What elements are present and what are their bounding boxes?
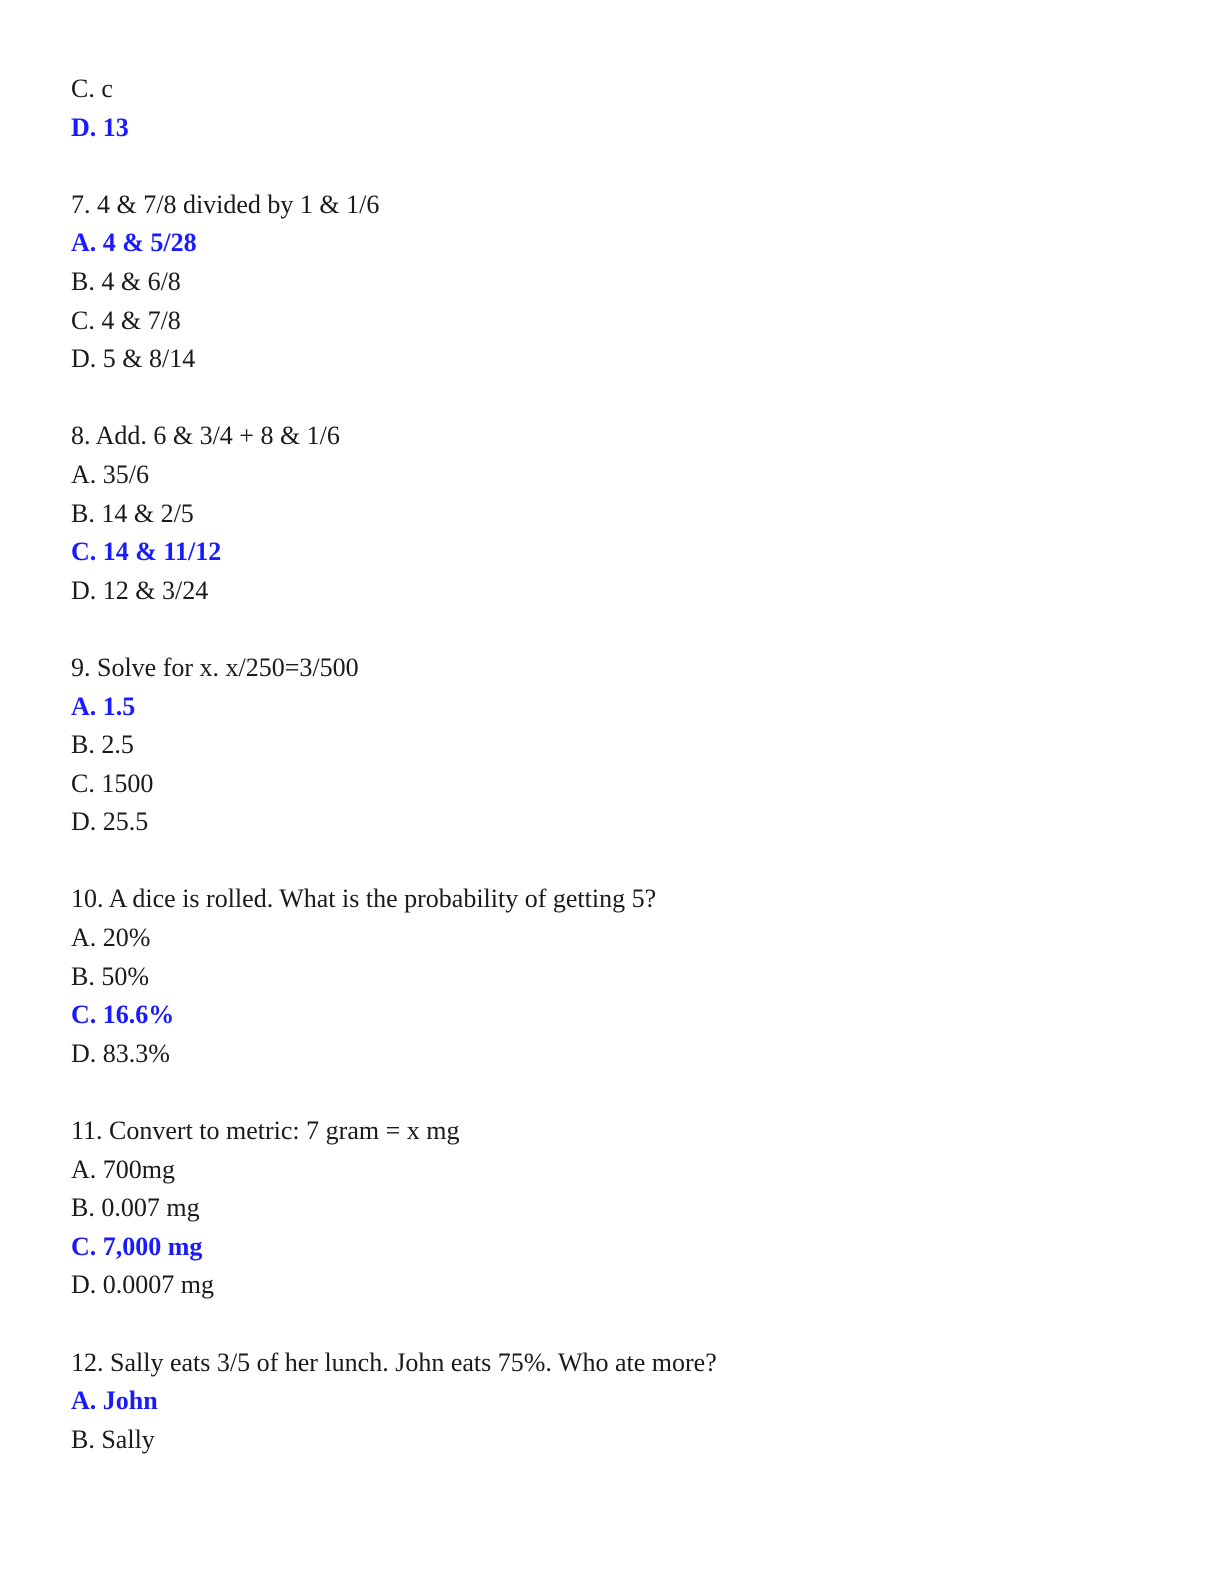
option-c: C. 1500 [71,768,154,798]
question-8 [71,417,1151,610]
option-c-correct: C. 14 & 11/12 [71,537,222,567]
option-a-correct: A. 1.5 [71,691,136,721]
option-b: B. 50% [71,961,149,991]
option-b: B. 4 & 6/8 [71,266,181,296]
spacer [71,379,1151,418]
question-11 [71,1112,1151,1305]
option-b: B. 14 & 2/5 [71,498,194,528]
question-prompt: 7. 4 & 7/8 divided by 1 & 1/6 [71,189,380,219]
quiz-page [71,70,1151,1459]
option-d-correct: D. 13 [71,112,129,142]
spacer [71,147,1151,186]
option-c: C. c [71,74,113,103]
question-prompt: 9. Solve for x. x/250=3/500 [71,652,359,682]
spacer [71,1073,1151,1112]
question-6-continuation [71,70,1151,147]
spacer [71,842,1151,881]
option-b: B. 0.007 mg [71,1193,200,1223]
question-12 [71,1344,1151,1460]
option-a-correct: A. John [71,1386,158,1416]
spacer [71,610,1151,649]
option-b: B. Sally [71,1424,155,1454]
question-9 [71,649,1151,842]
question-10 [71,880,1151,1073]
option-a: A. 35/6 [71,459,149,489]
question-7 [71,186,1151,379]
question-prompt: 12. Sally eats 3/5 of her lunch. John eats 75%. Who ate more? [71,1347,717,1377]
option-a: A. 20% [71,923,151,953]
question-prompt: 8. Add. 6 & 3/4 + 8 & 1/6 [71,421,340,451]
question-prompt: 10. A dice is rolled. What is the probability of getting 5? [71,884,657,914]
option-d: D. 83.3% [71,1038,170,1068]
option-a-correct: A. 4 & 5/28 [71,228,197,258]
option-b: B. 2.5 [71,730,134,760]
option-a: A. 700mg [71,1154,175,1184]
option-d: D. 0.0007 mg [71,1270,214,1300]
question-prompt: 11. Convert to metric: 7 gram = x mg [71,1116,460,1146]
option-c: C. 4 & 7/8 [71,305,181,335]
option-c-correct: C. 16.6% [71,1000,175,1030]
option-d: D. 12 & 3/24 [71,575,209,605]
option-d: D. 5 & 8/14 [71,344,196,374]
option-c-correct: C. 7,000 mg [71,1231,203,1261]
spacer [71,1305,1151,1344]
option-d: D. 25.5 [71,807,149,837]
